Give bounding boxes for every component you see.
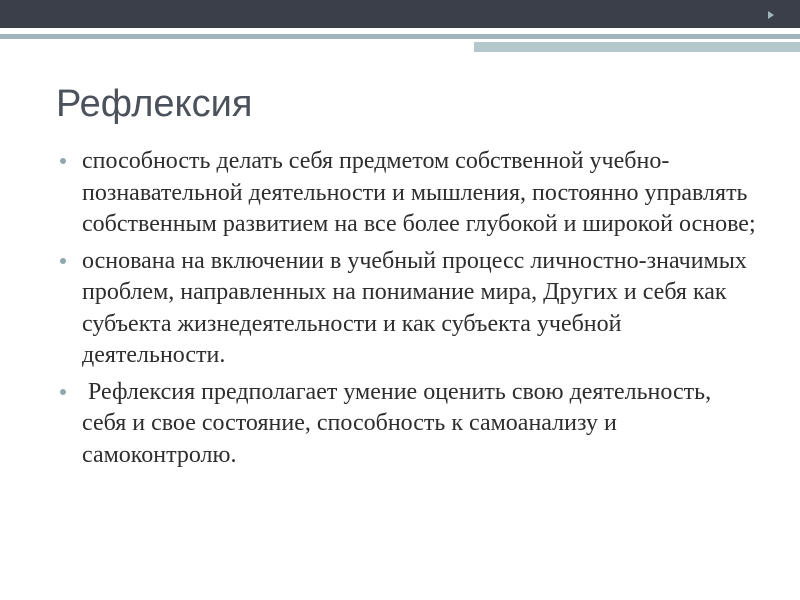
triangle-marker-icon — [768, 11, 774, 19]
bullet-item — [60, 246, 760, 372]
bullet-dot-icon — [60, 258, 66, 264]
accent-stripe-right — [474, 42, 800, 52]
top-header-bar — [0, 0, 800, 28]
bullet-item — [60, 146, 760, 241]
bullet-text: основана на включении в учебный процесс личностно-значимых проблем, направленных на понимание мира, Других и себя как субъекта жизнедеятельности и как субъекта учебной деятельности. — [82, 247, 753, 368]
accent-stripe — [0, 34, 800, 39]
bullet-text: способность делать себя предметом собственной учебно-познавательной деятельности и мышления, постоянно управлять собственным развитием на все более глубокой и широкой основе; — [82, 148, 756, 237]
bullet-text: Рефлексия предполагает умение оценить свою деятельность, себя и свое состояние, способность к самоанализу и самоконтролю. — [82, 378, 718, 468]
bullet-dot-icon — [60, 158, 66, 164]
bullet-item — [60, 377, 760, 472]
bullet-list — [60, 146, 760, 476]
slide-title: Рефлексия — [56, 83, 253, 125]
bullet-dot-icon — [60, 389, 66, 395]
